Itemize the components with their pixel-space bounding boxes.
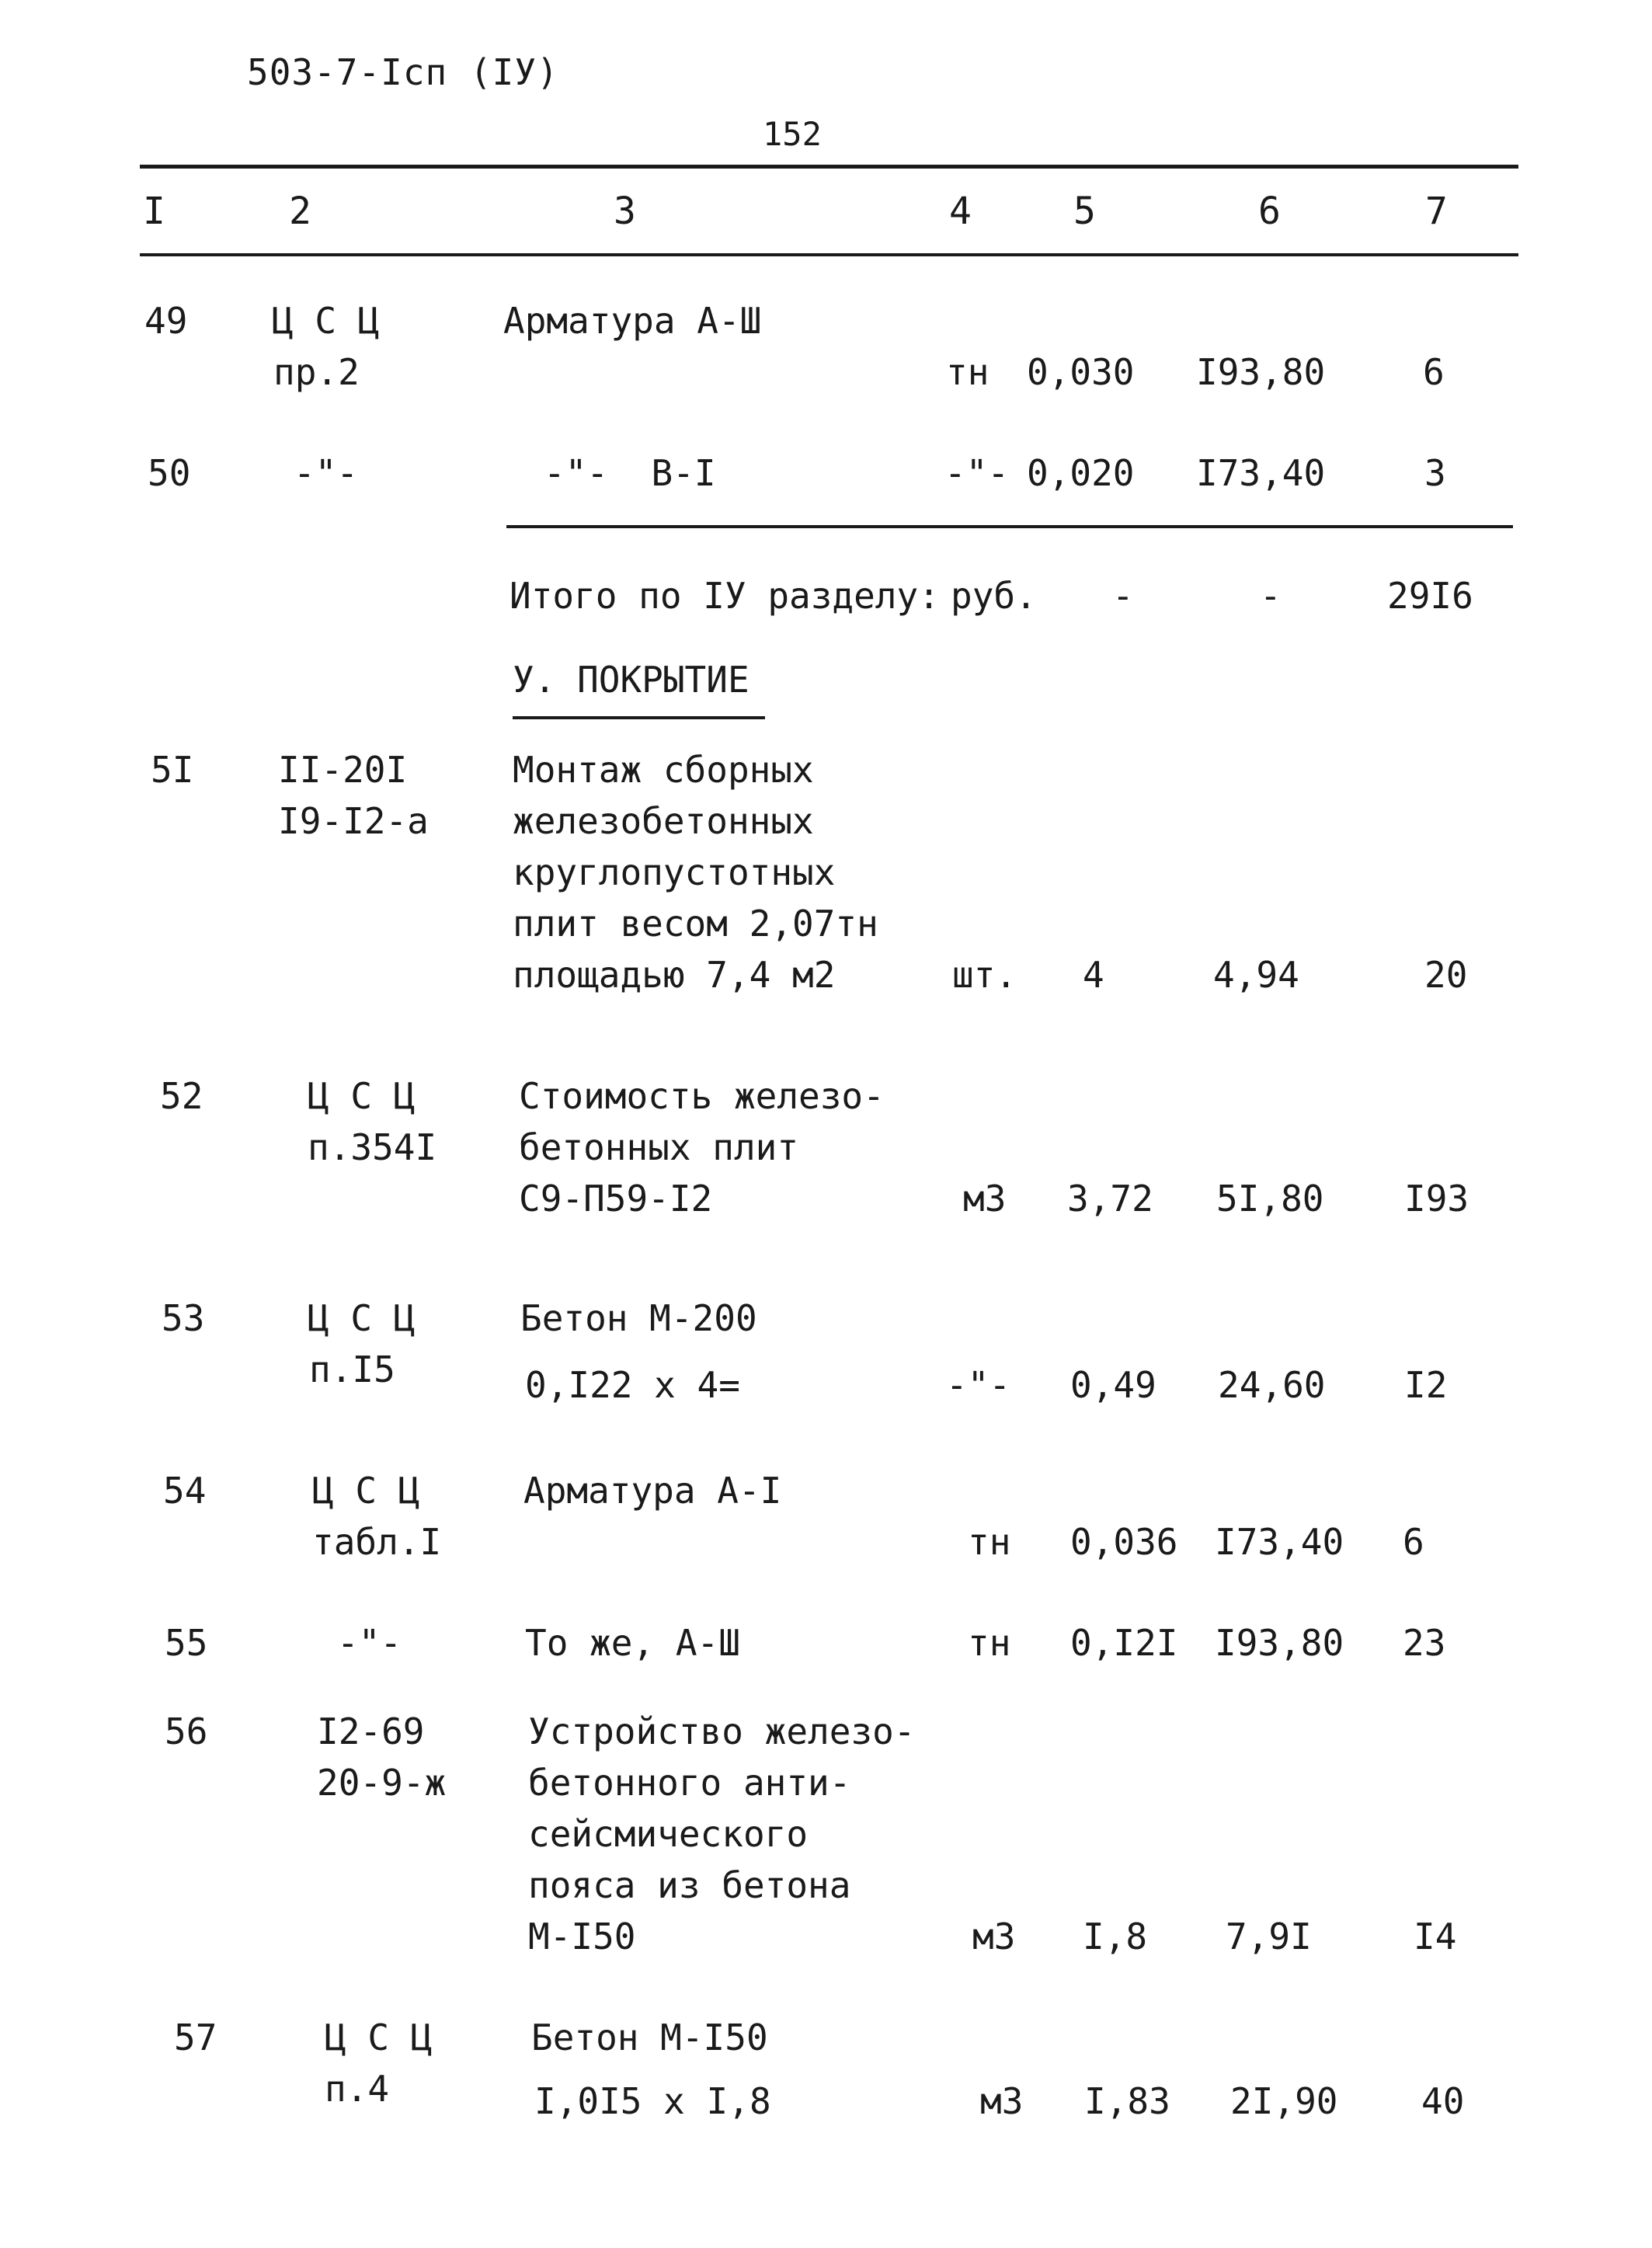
row-description-line: Бетон М-I50 [531, 2017, 768, 2058]
row-price: 2I,90 [1230, 2080, 1338, 2122]
col-header-3: 3 [614, 190, 636, 233]
row-code-line: п.354I [308, 1126, 437, 1168]
row-total: I4 [1414, 1916, 1457, 1957]
subtotal-price: - [1260, 575, 1282, 617]
row-description-line: плит весом 2,07тн [513, 903, 878, 945]
row-unit: м3 [980, 2080, 1024, 2122]
col-header-6: 6 [1258, 190, 1281, 233]
row-code-line: табл.I [312, 1521, 442, 1563]
row-price: I93,80 [1196, 351, 1326, 393]
row-unit: тн [968, 1622, 1011, 1664]
row-price: 24,60 [1218, 1364, 1326, 1406]
row-price: I93,80 [1215, 1622, 1344, 1664]
row-description-line: железобетонных [513, 800, 814, 842]
row-total: 6 [1423, 351, 1445, 393]
section-title-underline [513, 716, 765, 719]
row-total: 3 [1424, 452, 1446, 494]
top-rule [140, 165, 1518, 169]
row-unit: -"- [946, 1364, 1011, 1406]
row-unit: м3 [972, 1916, 1016, 1957]
row-unit: м3 [963, 1178, 1007, 1220]
subtotal-quantity: - [1112, 575, 1134, 617]
row-description-line: С9-П59-I2 [519, 1178, 713, 1220]
row-number: 5I [151, 749, 194, 791]
row-code-line: Ц С Ц [325, 2017, 433, 2058]
row-description-line: Бетон М-200 [520, 1297, 757, 1339]
subtotal-rule [506, 525, 1513, 528]
row-code-line: -"- [337, 1622, 402, 1664]
row-total: I93 [1404, 1178, 1469, 1220]
row-total: 40 [1421, 2080, 1465, 2122]
row-number: 53 [162, 1297, 205, 1339]
section-title: У. ПОКРЫТИЕ [513, 659, 749, 701]
row-price: I73,40 [1196, 452, 1326, 494]
col-header-7: 7 [1425, 190, 1448, 233]
row-description-line: I,0I5 х I,8 [534, 2080, 771, 2122]
row-code-line: Ц С Ц [272, 300, 380, 342]
row-code-line: 20-9-ж [317, 1762, 447, 1804]
col-header-4: 4 [949, 190, 972, 233]
row-description-line: Арматура А-I [523, 1470, 782, 1512]
row-code-line: I2-69 [317, 1710, 425, 1752]
row-code-line: п.4 [325, 2068, 390, 2110]
row-code-line: пр.2 [273, 351, 360, 393]
row-description-line: пояса из бетона [528, 1864, 851, 1906]
row-number: 54 [163, 1470, 207, 1512]
row-price: 7,9I [1226, 1916, 1312, 1957]
row-code-line: Ц С Ц [308, 1297, 416, 1339]
row-code-line: Ц С Ц [308, 1075, 416, 1117]
col-header-2: 2 [289, 190, 311, 233]
col-header-5: 5 [1073, 190, 1096, 233]
subtotal-label: Итого по IУ разделу: [510, 575, 940, 617]
header-rule [140, 253, 1518, 256]
row-quantity: 0,030 [1027, 351, 1135, 393]
row-quantity: 0,49 [1070, 1364, 1156, 1406]
row-unit: тн [946, 351, 989, 393]
row-description-line: бетонных плит [519, 1126, 799, 1168]
row-description-line: круглопустотных [513, 851, 836, 893]
row-code-line: I9-I2-а [278, 800, 429, 842]
row-number: 56 [165, 1710, 208, 1752]
row-quantity: 0,036 [1070, 1521, 1178, 1563]
row-description-line: -"- В-I [544, 452, 716, 494]
row-description-line: сейсмического [528, 1813, 809, 1855]
row-quantity: 0,020 [1027, 452, 1135, 494]
row-number: 55 [165, 1622, 208, 1664]
row-quantity: 0,I2I [1070, 1622, 1178, 1664]
row-total: 23 [1403, 1622, 1446, 1664]
row-description-line: Монтаж сборных [513, 749, 814, 791]
row-total: 20 [1424, 954, 1468, 996]
row-code-line: Ц С Ц [312, 1470, 420, 1512]
row-unit: -"- [944, 452, 1010, 494]
row-price: 4,94 [1213, 954, 1299, 996]
row-total: I2 [1404, 1364, 1448, 1406]
row-number: 57 [174, 2017, 217, 2058]
row-description-line: То же, А-Ш [525, 1622, 740, 1664]
row-price: 5I,80 [1216, 1178, 1324, 1220]
row-description-line: М-I50 [528, 1916, 636, 1957]
subtotal-total: 29I6 [1387, 575, 1473, 617]
row-quantity: 3,72 [1067, 1178, 1153, 1220]
row-description-line: площадью 7,4 м2 [513, 954, 836, 996]
col-header-1: I [143, 190, 165, 233]
row-code-line: -"- [294, 452, 359, 494]
row-total: 6 [1403, 1521, 1424, 1563]
document-code: 503-7-Iсп (IУ) [247, 51, 559, 93]
row-description-line: Арматура А-Ш [503, 300, 762, 342]
row-description-line: Стоимость железо- [519, 1075, 885, 1117]
row-quantity: I,83 [1084, 2080, 1170, 2122]
row-unit: тн [968, 1521, 1011, 1563]
row-description-line: 0,I22 х 4= [525, 1364, 740, 1406]
row-quantity: I,8 [1083, 1916, 1148, 1957]
row-price: I73,40 [1215, 1521, 1344, 1563]
subtotal-unit: руб. [951, 575, 1037, 617]
row-code-line: II-20I [278, 749, 408, 791]
row-code-line: п.I5 [309, 1348, 395, 1390]
page-number: 152 [763, 115, 822, 153]
row-number: 52 [160, 1075, 203, 1117]
row-unit: шт. [952, 954, 1017, 996]
row-description-line: Устройство железо- [528, 1710, 916, 1752]
row-description-line: бетонного анти- [528, 1762, 851, 1804]
row-number: 49 [144, 300, 188, 342]
row-number: 50 [148, 452, 191, 494]
row-quantity: 4 [1083, 954, 1104, 996]
